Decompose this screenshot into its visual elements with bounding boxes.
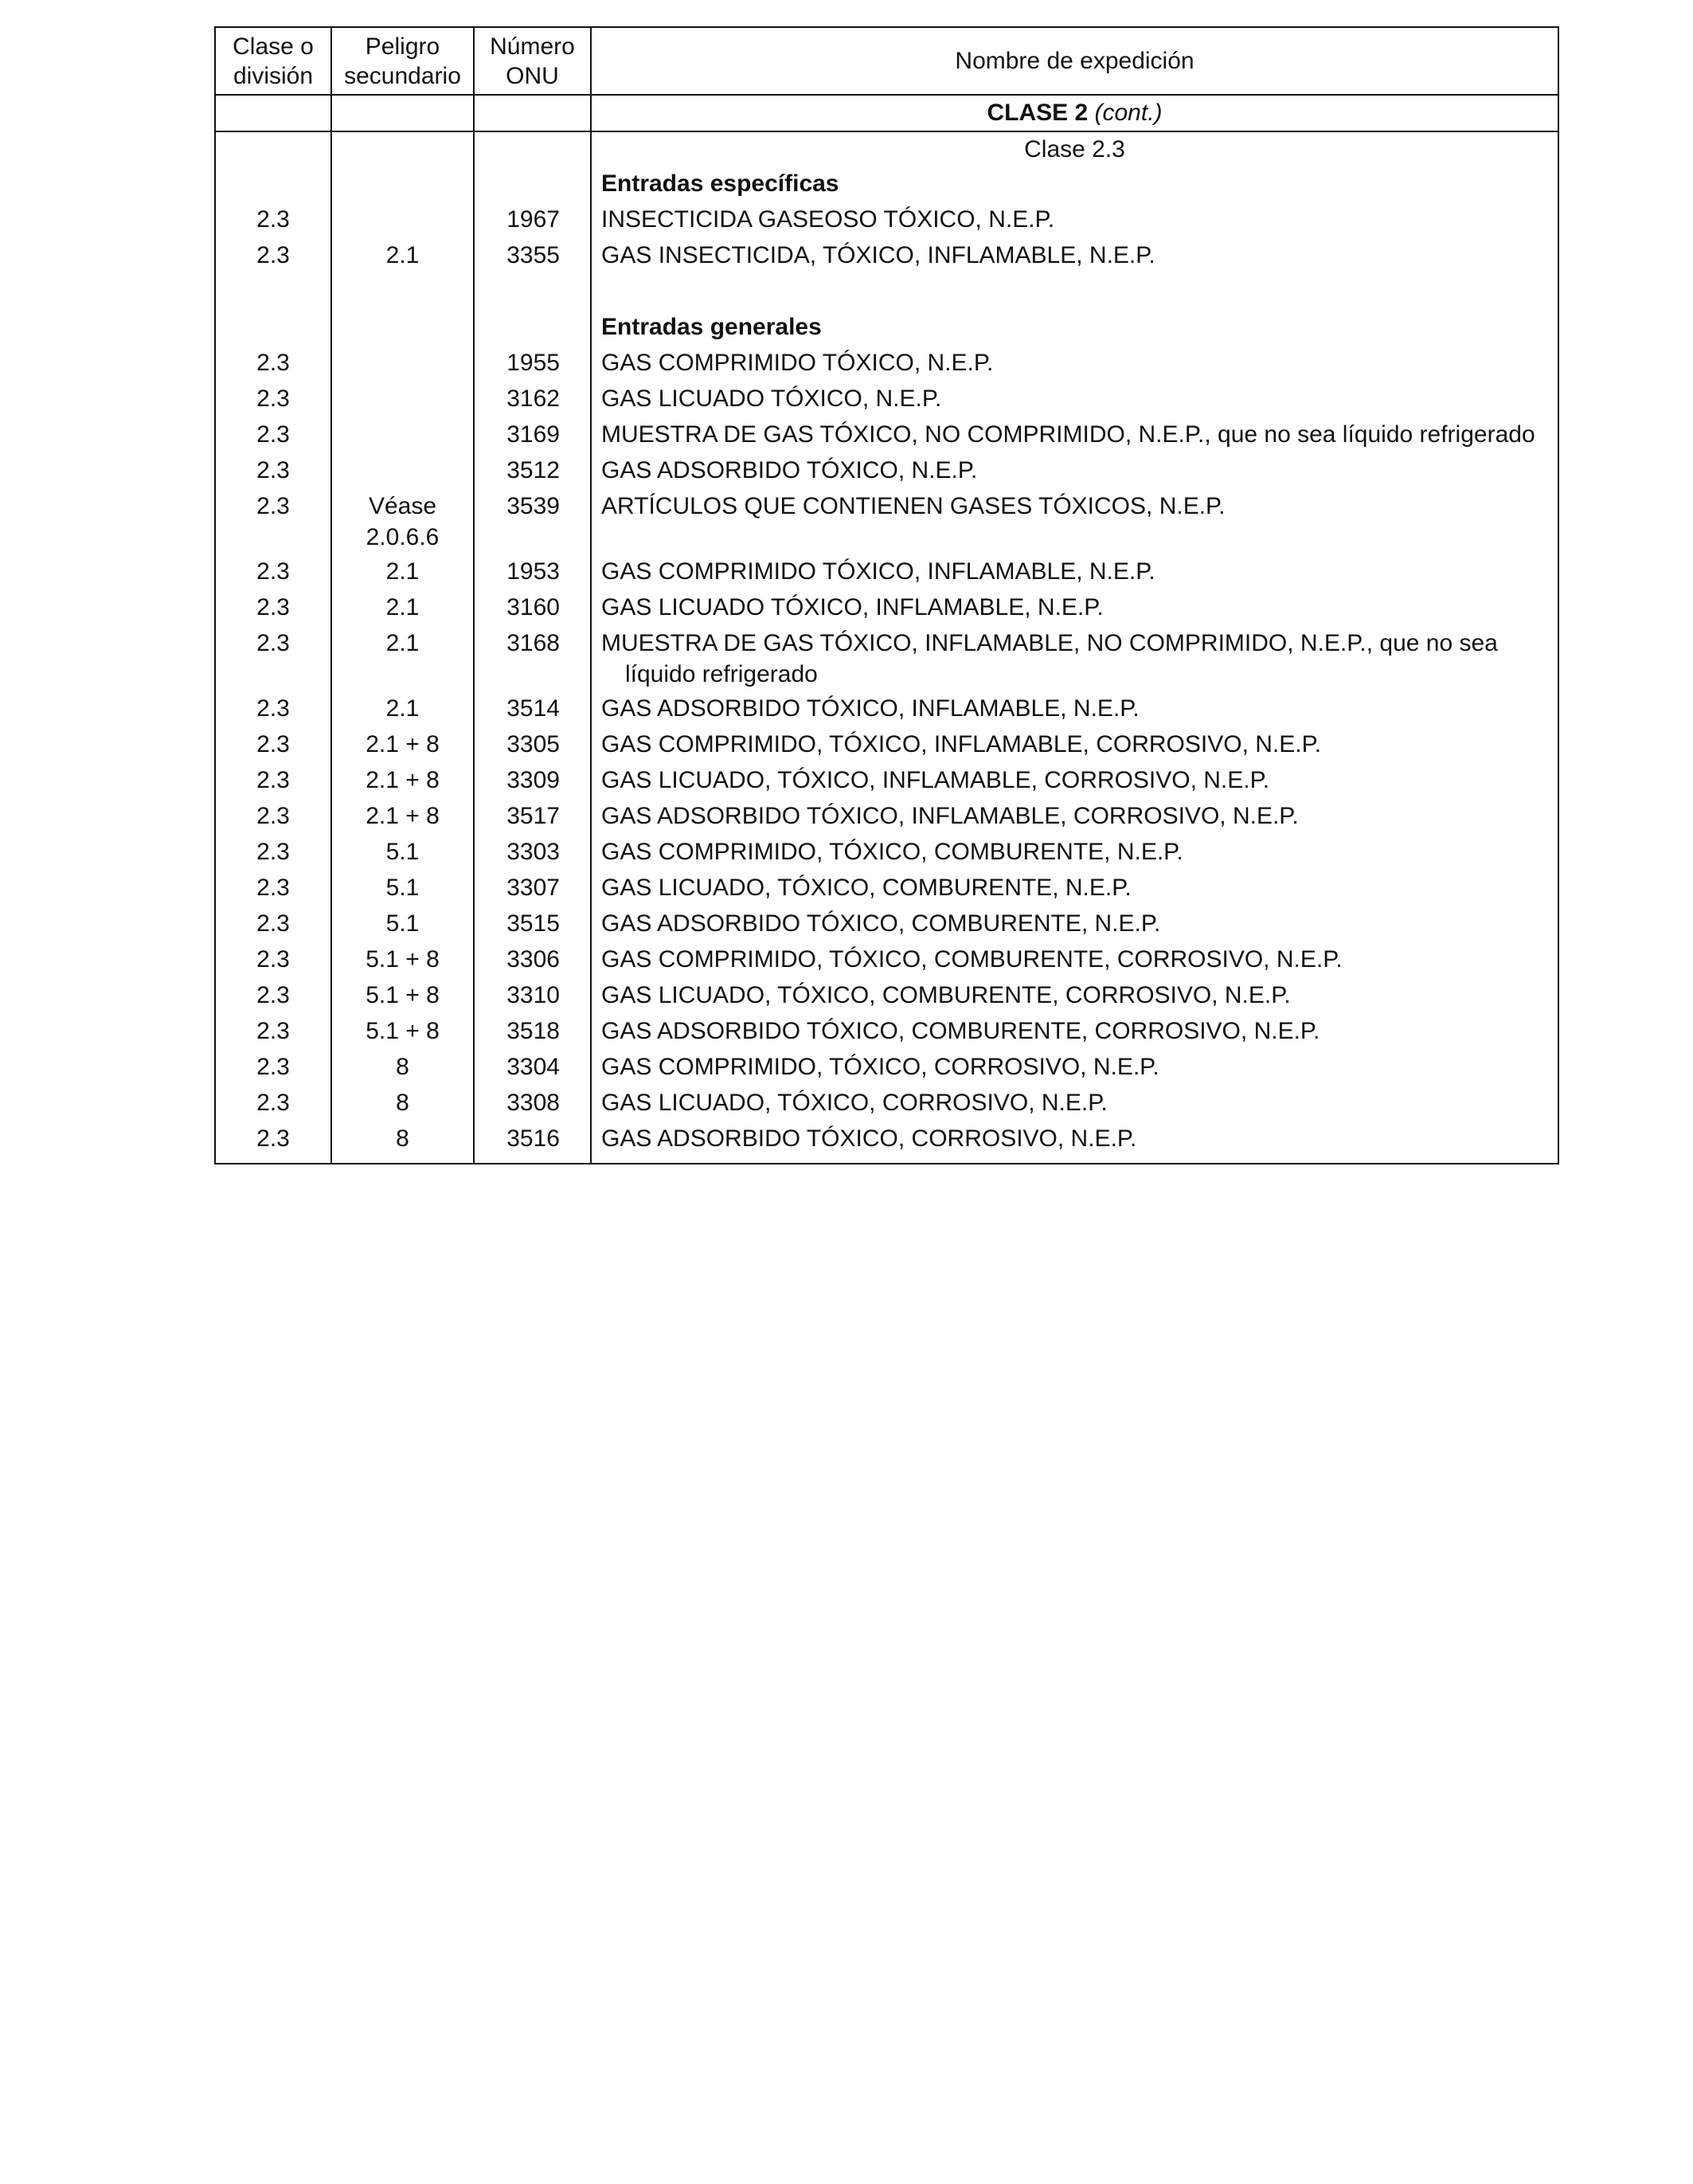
cell-class-division [216, 1015, 330, 1051]
cell-shipping-name [592, 239, 1558, 275]
secondary-hazard-value: 5.1 + 8 [366, 946, 440, 973]
shipping-name-value: INSECTICIDA GASEOSO TÓXICO, N.E.P. [601, 206, 1055, 233]
class-division-value: 2.3 [256, 1090, 290, 1116]
cell-un-number [475, 800, 590, 836]
secondary-hazard-value: 5.1 + 8 [366, 1018, 440, 1044]
header-class-division-label: Clase o división [233, 33, 314, 89]
cell-class-division [216, 275, 330, 311]
un-number-value: 3514 [506, 695, 560, 722]
header-secondary-hazard-label: Peligro secundario [344, 33, 461, 89]
un-number-value: 3308 [506, 1090, 560, 1116]
class-division-value: 2.3 [256, 1054, 290, 1080]
secondary-hazard-value: 2.1 [385, 242, 420, 268]
cell-class-division [216, 382, 330, 418]
secondary-hazard-value: 2.1 [385, 695, 420, 722]
header-class-division [216, 28, 332, 94]
class-division-value: 2.3 [256, 242, 290, 268]
cell-un-number [475, 490, 590, 555]
class-division-value: 2.3 [256, 558, 290, 585]
cell-un-number [475, 627, 590, 692]
cell-class-division [216, 239, 330, 275]
class-division-value [216, 167, 330, 169]
cell-class-division [216, 1086, 330, 1122]
secondary-hazard-value: 8 [396, 1125, 409, 1152]
un-number-value: 3355 [506, 242, 560, 268]
cell-secondary-hazard [332, 764, 473, 800]
shipping-name-value [601, 275, 1558, 276]
cell-un-number [475, 836, 590, 871]
cell-secondary-hazard [332, 167, 473, 203]
cell-shipping-name [592, 836, 1558, 871]
cell-un-number [475, 275, 590, 311]
cell-class-division [216, 167, 330, 203]
cell-shipping-name [592, 800, 1558, 836]
cell-secondary-hazard [332, 1051, 473, 1086]
cell-secondary-hazard [332, 454, 473, 490]
un-number-value: 3309 [506, 767, 560, 793]
class-division-value: 2.3 [256, 946, 290, 973]
class-division-value: 2.3 [256, 803, 290, 829]
cell-secondary-hazard [332, 311, 473, 346]
secondary-hazard-value: 5.1 [385, 910, 420, 937]
cell-shipping-name [592, 907, 1558, 943]
cell-secondary-hazard [332, 979, 473, 1015]
un-number-value: 3160 [506, 594, 560, 620]
class-division-value: 2.3 [256, 1018, 290, 1044]
cell-un-number [475, 692, 590, 728]
shipping-name-value: ARTÍCULOS QUE CONTIENEN GASES TÓXICOS, N.E.P. [601, 493, 1226, 519]
secondary-hazard-value: Véase [368, 493, 437, 519]
secondary-hazard-value: 2.1 [385, 594, 420, 620]
un-number-value: 3515 [506, 910, 560, 937]
cell-class-division [216, 1051, 330, 1086]
cell-un-number [475, 555, 590, 591]
cell-shipping-name [592, 871, 1558, 907]
cell-secondary-hazard [332, 490, 473, 555]
cell-secondary-hazard [332, 591, 473, 627]
cell-class-division [216, 728, 330, 764]
shipping-name-value: GAS INSECTICIDA, TÓXICO, INFLAMABLE, N.E.P. [601, 242, 1155, 268]
un-number-value: 1955 [506, 350, 560, 376]
cell-shipping-name [592, 943, 1558, 979]
cell-class-division [216, 591, 330, 627]
un-number-value: 3306 [506, 946, 560, 973]
dangerous-goods-table [214, 26, 1559, 1164]
class-band-cont: (cont.) [1094, 100, 1163, 126]
secondary-hazard-value [332, 418, 473, 420]
cell-un-number [475, 1015, 590, 1051]
secondary-hazard-value: 5.1 [385, 839, 420, 865]
cell-un-number [475, 203, 590, 239]
secondary-hazard-value: 5.1 [385, 875, 420, 901]
cell-shipping-name [592, 1015, 1558, 1051]
shipping-name-value: GAS COMPRIMIDO, TÓXICO, INFLAMABLE, CORROSIVO, N.E.P. [601, 731, 1322, 757]
cell-class-division [216, 943, 330, 979]
secondary-hazard-value [332, 167, 473, 169]
column-class-division [216, 96, 332, 1163]
shipping-name-value: GAS LICUADO, TÓXICO, COMBURENTE, N.E.P. [601, 875, 1132, 901]
cell-un-number [475, 871, 590, 907]
cell-shipping-name [592, 1086, 1558, 1122]
secondary-hazard-value: 2.1 + 8 [366, 767, 440, 793]
un-number-value: 3305 [506, 731, 560, 757]
un-number-value [475, 311, 560, 312]
cell-class-division [216, 1122, 330, 1158]
secondary-hazard-value [332, 311, 473, 312]
section-heading [592, 311, 1558, 346]
cell-shipping-name [592, 627, 1558, 692]
un-number-value: 3518 [506, 1018, 560, 1044]
column-un-number [475, 96, 592, 1163]
header-un-number-label: Número ONU [490, 33, 575, 89]
shipping-name-value: GAS ADSORBIDO TÓXICO, COMBURENTE, N.E.P. [601, 910, 1161, 937]
cell-secondary-hazard [332, 239, 473, 275]
shipping-name-value: GAS LICUADO, TÓXICO, CORROSIVO, N.E.P. [601, 1090, 1108, 1116]
cell-shipping-name [592, 275, 1558, 311]
cell-secondary-hazard [332, 1015, 473, 1051]
shipping-name-value: GAS COMPRIMIDO, TÓXICO, COMBURENTE, N.E.P. [601, 839, 1183, 865]
cell-un-number [475, 1086, 590, 1122]
cell-class-division [216, 627, 330, 692]
secondary-hazard-value: 2.1 [385, 630, 420, 656]
cell-class-division [216, 311, 330, 346]
class-division-value: 2.3 [256, 1125, 290, 1152]
cell-secondary-hazard [332, 1122, 473, 1158]
cell-shipping-name [592, 418, 1558, 454]
cell-un-number [475, 382, 590, 418]
cell-secondary-hazard [332, 346, 473, 382]
cell-shipping-name [592, 728, 1558, 764]
secondary-hazard-value: 5.1 + 8 [366, 982, 440, 1008]
cell-class-division [216, 692, 330, 728]
cell-shipping-name [592, 764, 1558, 800]
secondary-hazard-value: 2.1 [385, 558, 420, 585]
secondary-hazard-value: 2.1 + 8 [366, 803, 440, 829]
class-division-value: 2.3 [256, 910, 290, 937]
class-division-value [216, 275, 330, 276]
class-division-value: 2.3 [256, 767, 290, 793]
cell-class-division [216, 555, 330, 591]
class-division-value: 2.3 [256, 421, 290, 448]
shipping-name-value: MUESTRA DE GAS TÓXICO, INFLAMABLE, NO COMPRIMIDO, N.E.P., que no sea [601, 630, 1498, 656]
cell-shipping-name [592, 1051, 1558, 1086]
secondary-hazard-value-line2: 2.0.6.6 [366, 524, 440, 550]
class-division-value: 2.3 [256, 457, 290, 483]
secondary-hazard-value [332, 346, 473, 348]
shipping-name-value: GAS COMPRIMIDO, TÓXICO, COMBURENTE, CORROSIVO, N.E.P. [601, 946, 1343, 973]
shipping-name-value: GAS LICUADO TÓXICO, INFLAMABLE, N.E.P. [601, 594, 1104, 620]
cell-un-number [475, 1122, 590, 1158]
cell-secondary-hazard [332, 627, 473, 692]
un-number-value: 3162 [506, 386, 560, 412]
secondary-hazard-value [332, 454, 473, 456]
cell-shipping-name [592, 555, 1558, 591]
un-number-value [475, 167, 560, 169]
un-number-value: 3169 [506, 421, 560, 448]
class-division-value: 2.3 [256, 350, 290, 376]
un-number-value: 3310 [506, 982, 560, 1008]
class-division-value [216, 311, 330, 312]
cell-secondary-hazard [332, 418, 473, 454]
secondary-hazard-value: 2.1 + 8 [366, 731, 440, 757]
header-shipping-name [592, 28, 1558, 94]
un-number-value: 1953 [506, 558, 560, 585]
class-division-value: 2.3 [256, 206, 290, 233]
class-division-value: 2.3 [256, 982, 290, 1008]
shipping-name-value: GAS ADSORBIDO TÓXICO, COMBURENTE, CORROSIVO, N.E.P. [601, 1018, 1320, 1044]
secondary-hazard-value: 8 [396, 1054, 409, 1080]
class-band [592, 96, 1558, 132]
cell-class-division [216, 454, 330, 490]
column-shipping-name [592, 96, 1558, 1163]
shipping-name-value: GAS LICUADO TÓXICO, N.E.P. [601, 386, 942, 412]
cell-un-number [475, 167, 590, 203]
cell-un-number [475, 979, 590, 1015]
table-body [216, 96, 1558, 1163]
un-number-value: 3304 [506, 1054, 560, 1080]
cell-class-division [216, 346, 330, 382]
cell-shipping-name [592, 979, 1558, 1015]
cell-class-division [216, 418, 330, 454]
cell-secondary-hazard [332, 275, 473, 311]
class-division-value: 2.3 [256, 875, 290, 901]
cell-shipping-name [592, 591, 1558, 627]
cell-un-number [475, 418, 590, 454]
cell-class-division [216, 490, 330, 555]
class-division-value: 2.3 [256, 839, 290, 865]
cell-shipping-name [592, 382, 1558, 418]
cell-class-division [216, 800, 330, 836]
cell-shipping-name [592, 454, 1558, 490]
cell-un-number [475, 454, 590, 490]
header-shipping-name-label: Nombre de expedición [955, 48, 1194, 74]
cell-secondary-hazard [332, 871, 473, 907]
secondary-hazard-value: 8 [396, 1090, 409, 1116]
shipping-name-value: GAS COMPRIMIDO TÓXICO, INFLAMABLE, N.E.P. [601, 558, 1155, 585]
cell-secondary-hazard [332, 382, 473, 418]
cell-class-division [216, 979, 330, 1015]
class-division-value: 2.3 [256, 386, 290, 412]
cell-class-division [216, 203, 330, 239]
cell-class-division [216, 907, 330, 943]
shipping-name-value: GAS ADSORBIDO TÓXICO, INFLAMABLE, N.E.P. [601, 695, 1140, 722]
un-number-value: 3539 [506, 493, 560, 519]
un-number-value: 3517 [506, 803, 560, 829]
header-secondary-hazard [332, 28, 475, 94]
class-division-value: 2.3 [256, 630, 290, 656]
class-division-value: 2.3 [256, 695, 290, 722]
shipping-name-value: MUESTRA DE GAS TÓXICO, NO COMPRIMIDO, N.E.P., que no sea líquido refrigerado [601, 421, 1535, 448]
un-number-value: 3307 [506, 875, 560, 901]
shipping-name-value: GAS ADSORBIDO TÓXICO, INFLAMABLE, CORROSIVO, N.E.P. [601, 803, 1299, 829]
cell-secondary-hazard [332, 555, 473, 591]
cell-secondary-hazard [332, 943, 473, 979]
cell-un-number [475, 1051, 590, 1086]
shipping-name-value: GAS ADSORBIDO TÓXICO, N.E.P. [601, 457, 978, 483]
cell-shipping-name [592, 203, 1558, 239]
shipping-name-value: GAS ADSORBIDO TÓXICO, CORROSIVO, N.E.P. [601, 1125, 1137, 1152]
cell-un-number [475, 764, 590, 800]
un-number-value: 3303 [506, 839, 560, 865]
secondary-hazard-value [332, 275, 473, 276]
section-heading [592, 167, 1558, 203]
cell-secondary-hazard [332, 728, 473, 764]
cell-class-division [216, 764, 330, 800]
secondary-hazard-value [332, 203, 473, 205]
un-number-value: 1967 [506, 206, 560, 233]
column-secondary-hazard [332, 96, 475, 1163]
cell-shipping-name [592, 692, 1558, 728]
cell-secondary-hazard [332, 836, 473, 871]
cell-un-number [475, 311, 590, 346]
class-division-value: 2.3 [256, 731, 290, 757]
class-division-value: 2.3 [256, 493, 290, 519]
table-header [216, 28, 1558, 96]
shipping-name-value: Entradas generales [601, 314, 822, 340]
un-number-value: 3168 [506, 630, 560, 656]
class-band-title: CLASE 2 [987, 100, 1089, 126]
cell-secondary-hazard [332, 203, 473, 239]
cell-un-number [475, 239, 590, 275]
cell-un-number [475, 728, 590, 764]
cell-un-number [475, 346, 590, 382]
cell-secondary-hazard [332, 907, 473, 943]
un-number-value [475, 275, 560, 276]
cell-class-division [216, 836, 330, 871]
cell-shipping-name [592, 1122, 1558, 1158]
subclass-band-title: Clase 2.3 [1024, 136, 1125, 162]
cell-shipping-name [592, 490, 1558, 555]
shipping-name-value-cont: líquido refrigerado [625, 661, 818, 687]
shipping-name-value: GAS LICUADO, TÓXICO, COMBURENTE, CORROSIVO, N.E.P. [601, 982, 1291, 1008]
shipping-name-value: GAS COMPRIMIDO TÓXICO, N.E.P. [601, 350, 994, 376]
un-number-value: 3516 [506, 1125, 560, 1152]
shipping-name-value: GAS LICUADO, TÓXICO, INFLAMABLE, CORROSIVO, N.E.P. [601, 767, 1270, 793]
cell-secondary-hazard [332, 1086, 473, 1122]
un-number-value: 3512 [506, 457, 560, 483]
cell-un-number [475, 591, 590, 627]
secondary-hazard-value [332, 382, 473, 384]
cell-un-number [475, 907, 590, 943]
cell-un-number [475, 943, 590, 979]
cell-secondary-hazard [332, 692, 473, 728]
cell-shipping-name [592, 346, 1558, 382]
class-division-value: 2.3 [256, 594, 290, 620]
subclass-band [592, 132, 1558, 167]
header-un-number [475, 28, 592, 94]
cell-class-division [216, 871, 330, 907]
cell-secondary-hazard [332, 800, 473, 836]
shipping-name-value: GAS COMPRIMIDO, TÓXICO, CORROSIVO, N.E.P. [601, 1054, 1159, 1080]
shipping-name-value: Entradas específicas [601, 170, 839, 197]
